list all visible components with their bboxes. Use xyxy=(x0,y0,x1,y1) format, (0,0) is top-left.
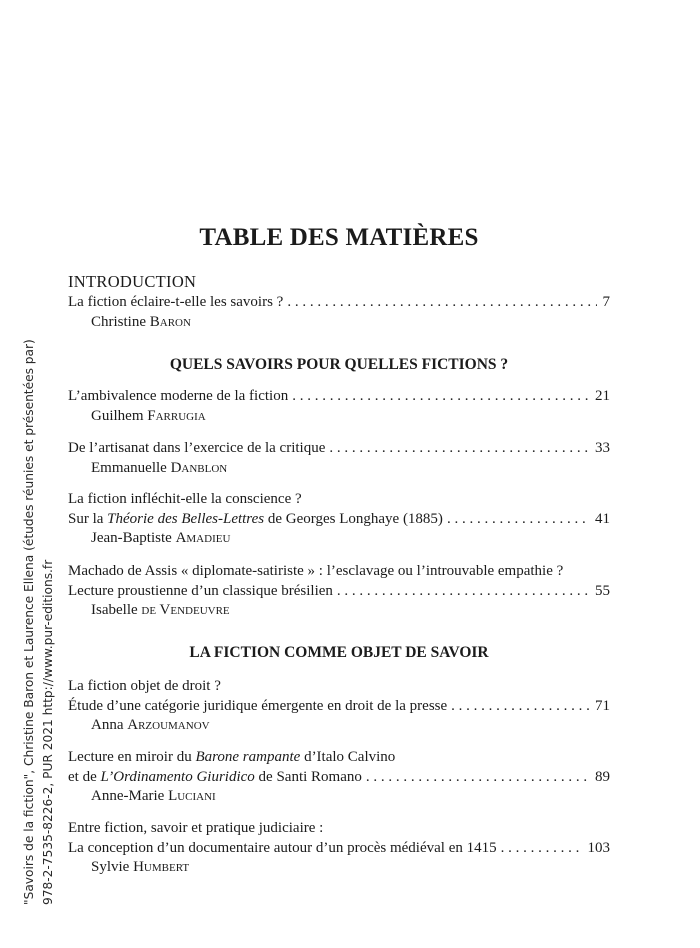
entry-title-line-2: Lecture proustienne d’un classique brésilien xyxy=(68,582,333,599)
entry-author: Anne-Marie Luciani xyxy=(91,788,216,804)
entry-author: Anna Arzoumanov xyxy=(91,717,210,733)
entry-title-line-2: Sur la Théorie des Belles-Lettres de Georges Longhaye (1885) xyxy=(68,510,443,527)
page-number: 41 xyxy=(595,510,610,527)
entry-title: La fiction éclaire-t-elle les savoirs ? xyxy=(68,294,284,310)
page-number: 89 xyxy=(595,768,610,785)
entry-title-line-2: Étude d’une catégorie juridique émergente en droit de la presse xyxy=(68,697,448,714)
entry-author: Isabelle de Vendeuvre xyxy=(91,602,230,618)
section-heading-1: QUELS SAVOIRS POUR QUELLES FICTIONS ? xyxy=(169,356,509,373)
side-note-line-1: "Savoirs de la fiction", Christine Baron et Laurence Ellena (études réunies et présentées par) xyxy=(22,339,36,905)
dot-leader xyxy=(366,768,589,788)
dot-leader xyxy=(292,387,589,407)
entry-author: Jean-Baptiste Amadieu xyxy=(91,530,231,546)
entry-author: Sylvie Humbert xyxy=(91,859,190,875)
toc-entry[interactable] xyxy=(68,748,610,807)
page-number: 55 xyxy=(595,582,610,599)
entry-title-line-2: La conception d’un documentaire autour d’un procès médiéval en 1415 xyxy=(68,839,497,856)
introduction-label: INTRODUCTION xyxy=(68,272,197,291)
page-title: TABLE DES MATIÈRES xyxy=(199,224,479,251)
entry-title-line-1: La fiction objet de droit ? xyxy=(68,678,221,694)
dot-leader xyxy=(447,510,589,530)
toc-entry-introduction[interactable] xyxy=(68,293,610,332)
entry-title-line-1: Entre fiction, savoir et pratique judiciaire : xyxy=(68,820,324,836)
toc-entry[interactable] xyxy=(68,490,610,549)
side-note-line-2: 978-2-7535-8226-2, PUR 2021 http://www.pur-editions.fr xyxy=(41,559,55,905)
dot-leader xyxy=(451,697,589,717)
dot-leader xyxy=(287,293,596,313)
toc-entry[interactable] xyxy=(68,677,610,736)
entry-author: Emmanuelle Danblon xyxy=(91,459,228,476)
dot-leader xyxy=(501,839,582,859)
section-heading-2: LA FICTION COMME OBJET DE SAVOIR xyxy=(189,644,489,661)
entry-title-line-2: et de L’Ordinamento Giuridico de Santi Romano xyxy=(68,768,362,785)
entry-title: L’ambivalence moderne de la fiction xyxy=(68,388,289,404)
toc-entry[interactable] xyxy=(68,819,610,878)
dot-leader xyxy=(337,582,589,602)
page-number: 7 xyxy=(602,294,610,310)
copyright-side-note xyxy=(20,339,58,905)
page-number: 33 xyxy=(595,440,610,456)
page-number: 21 xyxy=(595,388,610,404)
entry-title-line-1: Machado de Assis « diplomate-satiriste » : l’esclavage ou l’introuvable empathie ? xyxy=(68,563,564,579)
entry-title: De l’artisanat dans l’exercice de la critique xyxy=(68,440,326,456)
page-number: 103 xyxy=(587,839,610,856)
entry-title-line-1: La fiction infléchit-elle la conscience ? xyxy=(68,491,302,507)
toc-entry[interactable] xyxy=(68,439,610,478)
toc-entry[interactable] xyxy=(68,387,610,426)
toc-entry[interactable] xyxy=(68,562,610,621)
dot-leader xyxy=(329,439,589,459)
page-number: 71 xyxy=(595,697,610,714)
entry-title-line-1: Lecture en miroir du Barone rampante d’Italo Calvino xyxy=(68,749,396,765)
entry-author: Guilhem Farrugia xyxy=(91,407,206,424)
entry-author: Christine Baron xyxy=(91,313,191,330)
